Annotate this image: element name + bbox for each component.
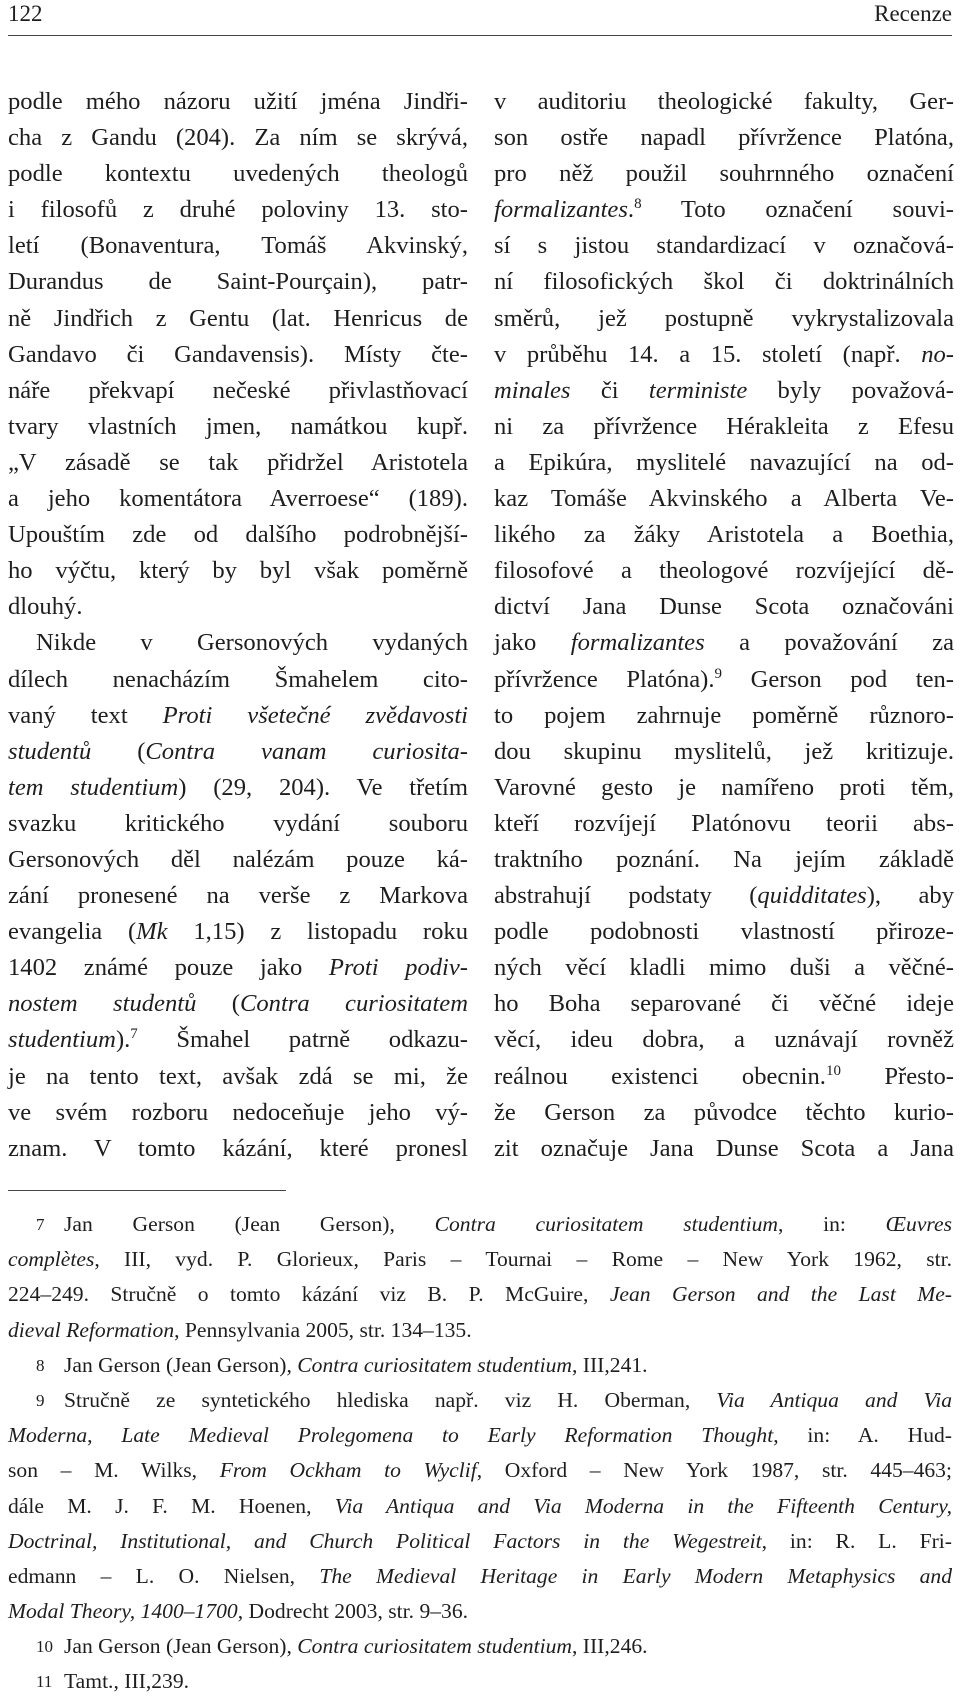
text-line: nostem studentů (Contra curiositatem <box>8 990 468 1018</box>
text-line: přívržence Platóna).$^9$ Gerson pod ten- <box>494 665 954 693</box>
text-line: i filosofů z druhé poloviny 13. sto- <box>8 196 468 224</box>
text-line: dílech nenacházím Šmahelem cito- <box>8 665 468 693</box>
text-line: vaný text Proti všetečné zvědavosti <box>8 701 468 729</box>
footnote-line: 224–249. Stručně o tomto kázání viz B. P. McGuire, Jean Gerson and the Last Me- <box>8 1282 953 1307</box>
text-line: ných věcí kladli mimo duši a věčné- <box>494 954 954 982</box>
text-line: studentium).$^7$ Šmahel patrně odkazu- <box>8 1026 468 1054</box>
footnote-number: 10 <box>36 1637 53 1657</box>
text-line: tvary vlastních jmen, namátkou kupř. <box>8 412 468 440</box>
footnote-9: 9 Stručně ze syntetického hlediska např. viz H. Oberman, Via Antiqua and Via <box>8 1383 952 1418</box>
footnote-11: 11 Tamt., III,239. <box>8 1664 952 1699</box>
footnote-line: edmann – L. O. Nielsen, The Medieval Heritage in Early Modern Metaphysics and <box>8 1563 952 1588</box>
footnote-line: complètes, III, vyd. P. Glorieux, Paris – Tournai – Rome – New York 1962, str. <box>8 1247 952 1272</box>
text-line: svazku kritického vydání souboru <box>8 809 468 837</box>
text-line: znam. V tomto kázání, které pronesl <box>8 1134 468 1162</box>
text-line: Upouštím zde od dalšího podrobnější- <box>8 521 468 549</box>
text-line: dou skupinu myslitelů, jež kritizuje. <box>494 737 954 765</box>
text-line: traktního poznání. Na jejím základě <box>494 845 954 873</box>
footnote-line: dieval Reformation, Pennsylvania 2005, str. 134–135. <box>8 1317 472 1342</box>
text-line: studentů (Contra vanam curiosita- <box>8 737 468 765</box>
footnotes <box>8 1207 952 1700</box>
footnote-number: 7 <box>36 1215 45 1234</box>
page-number: 122 <box>8 1 43 26</box>
text-line: věcí, ideu dobra, a uznávají rovněž <box>494 1026 954 1054</box>
text-line: evangelia (Mk 1,15) z listopadu roku <box>8 918 468 946</box>
text-line: ně Jindřich z Gentu (lat. Henricus de <box>8 304 468 332</box>
text-line: likého za žáky Aristotela a Boethia, <box>494 521 954 549</box>
running-title: Recenze <box>874 1 952 26</box>
text-line: zit označuje Jana Dunse Scota a Jana <box>494 1134 954 1162</box>
footnote-line: Moderna, Late Medieval Prolegomena to Early Reformation Thought, in: A. Hud- <box>8 1423 952 1448</box>
text-line: Gersonových děl nalézám pouze ká- <box>8 845 468 873</box>
text-line: 1402 známé pouze jako Proti podiv- <box>8 954 468 982</box>
text-line: ní filosofických škol či doktrinálních <box>494 268 954 296</box>
right-column <box>494 84 954 1167</box>
text-line: reálnou existenci obecnin.$^{10}$ Přesto- <box>494 1062 954 1090</box>
text-line: podle podobnosti vlastností přiroze- <box>494 918 954 946</box>
footnote-7: 7 Jan Gerson (Jean Gerson), Contra curiositatem studentium, in: Œuvres <box>8 1207 952 1242</box>
text-line: podle mého názoru užití jména Jindři- <box>8 88 468 115</box>
text-line: dlouhý. <box>8 593 83 621</box>
text-line: ve svém rozboru nedoceňuje jeho vý- <box>8 1098 468 1126</box>
text-line: podle kontextu uvedených theologů <box>8 160 468 188</box>
header-rule <box>8 35 952 36</box>
text-line: a jeho komentátora Averroese“ (189). <box>8 485 468 513</box>
text-line: sí s jistou standardizací v označová- <box>494 232 954 260</box>
text-line: a Epikúra, myslitelé navazující na od- <box>494 448 954 476</box>
left-column <box>8 84 468 1167</box>
running-header <box>8 0 952 28</box>
footnote-number: 9 <box>36 1390 45 1410</box>
text-line: son ostře napadl přívržence Platóna, <box>494 124 954 152</box>
text-line: tem studentium) (29, 204). Ve třetím <box>8 773 469 801</box>
text-line: to pojem zahrnuje poměrně různoro- <box>494 701 954 729</box>
text-line: v auditoriu theologické fakulty, Ger- <box>494 88 954 115</box>
text-line: Nikde v Gersonových vydaných <box>36 629 468 657</box>
footnote-8: 8 Jan Gerson (Jean Gerson), Contra curiositatem studentium, III,241. <box>8 1348 952 1383</box>
text-line: dictví Jana Dunse Scota označováni <box>494 593 954 621</box>
text-line: že Gerson za původce těchto kurio- <box>494 1098 954 1126</box>
text-line: cha z Gandu (204). Za ním se skrývá, <box>8 124 468 152</box>
footnote-line: Doctrinal, Institutional, and Church Political Factors in the Wegestreit, in: R. L. Fri- <box>8 1528 952 1553</box>
text-line: kaz Tomáše Akvinského a Alberta Ve- <box>494 485 954 513</box>
text-line: formalizantes.$^8$ Toto označení souvi- <box>494 196 954 224</box>
text-line: ho výčtu, který by byl však poměrně <box>8 557 468 585</box>
text-line: ni za přívržence Hérakleita z Efesu <box>494 412 954 440</box>
text-line: je na tento text, avšak zdá se mi, že <box>8 1062 468 1090</box>
text-line: pro něž použil souhrnného označení <box>494 160 954 188</box>
text-line: jako formalizantes a považování za <box>494 629 954 657</box>
footnote-line: Modal Theory, 1400–1700, Dodrecht 2003, str. 9–36. <box>8 1599 469 1624</box>
footnote-separator <box>8 1190 286 1191</box>
text-line: Durandus de Saint-Pourçain), patr- <box>8 268 468 296</box>
text-line: „V zásadě se tak přidržel Aristotela <box>8 448 468 476</box>
footnote-10: 10 Jan Gerson (Jean Gerson), Contra curiositatem studentium, III,246. <box>8 1629 952 1664</box>
text-line: filosofové a theologové rozvíjející dě- <box>494 557 954 585</box>
text-line: letí (Bonaventura, Tomáš Akvinský, <box>8 232 468 260</box>
text-line: minales či terministe byly považová- <box>494 376 954 404</box>
footnote-line: dále M. J. F. M. Hoenen, Via Antiqua and Via Moderna in the Fifteenth Century, <box>8 1493 952 1518</box>
text-line: směrů, jež postupně vykrystalizovala <box>494 304 954 332</box>
text-line: Varovné gesto je namířeno proti těm, <box>494 773 954 801</box>
text-line: Gandavo či Gandavensis). Místy čte- <box>8 340 468 368</box>
footnote-number: 8 <box>36 1355 45 1375</box>
footnote-line: son – M. Wilks, From Ockham to Wyclif, Oxford – New York 1987, str. 445–463; <box>8 1458 952 1483</box>
footnote-number: 11 <box>36 1672 53 1692</box>
text-line: zání pronesené na verše z Markova <box>8 882 468 910</box>
text-line: ho Boha separované či věčné ideje <box>494 990 954 1018</box>
text-line: abstrahují podstaty (quidditates), aby <box>494 882 955 910</box>
text-line: kteří rozvíjejí Platónovu teorii abs- <box>494 809 954 837</box>
text-line: náře překvapí nečeské přivlastňovací <box>8 376 468 404</box>
text-line: v průběhu 14. a 15. století (např. no- <box>494 340 954 368</box>
